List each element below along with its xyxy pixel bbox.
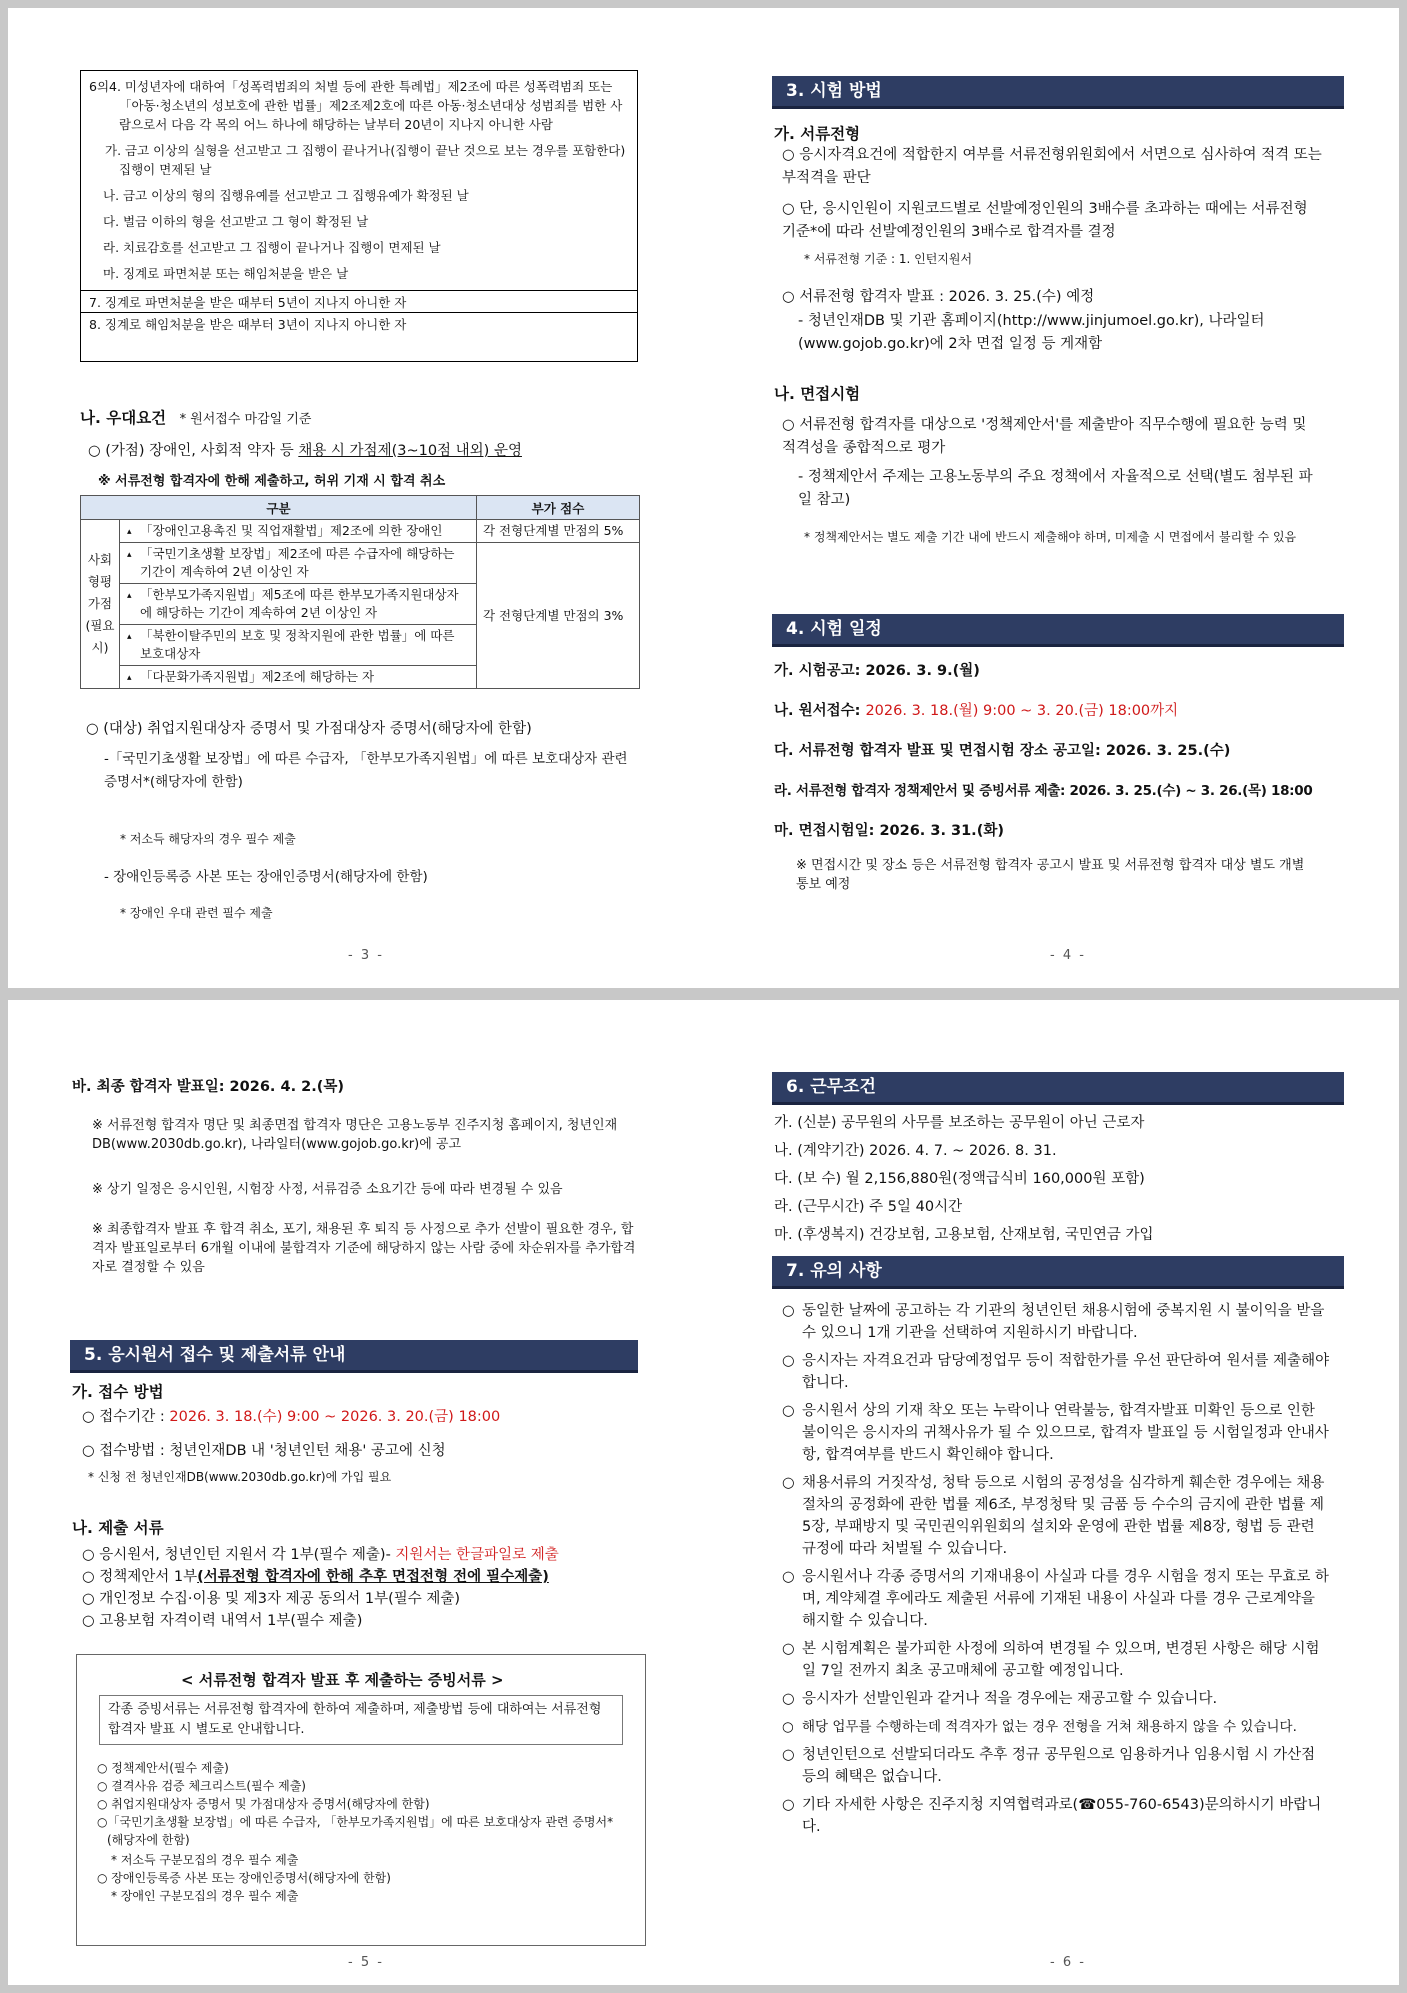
score-cell: 각 전형단계별 만점의 3% [477, 543, 640, 689]
evidence-item: ○ 정책제안서(필수 제출) [97, 1761, 229, 1775]
pref-line: ○ (가점) 장애인, 사회적 약자 등 채용 시 가점제(3~10점 내외) 운영 [88, 443, 522, 459]
disqualification-box [80, 70, 638, 362]
note: ※ 상기 일정은 응시인원, 시험장 사정, 서류검증 소요기간 등에 따라 변경될 수 있음 [92, 1182, 563, 1197]
page-number: - 5 - [348, 1955, 384, 1970]
page-3 [68, 68, 658, 968]
list-item: ○ 해당 업무를 수행하는데 적격자가 없는 경우 전형을 거쳐 채용하지 않을 수 있습니다. [782, 1719, 1297, 1735]
work-condition: 나. (계약기간) 2026. 4. 7. ~ 2026. 8. 31. [774, 1143, 1057, 1159]
subsection-title: 가. 접수 방법 [72, 1383, 164, 1401]
box-item: 라. 치료감호를 선고받고 그 집행이 끝나거나 집행이 면제된 날 [103, 240, 441, 255]
box-item: 8. 징계로 해임처분을 받은 때부터 3년이 지나지 아니한 자 [81, 312, 637, 334]
target-item: -「국민기초생활 보장법」에 따른 수급자, 「한부모가족지원법」에 따른 보호대상자 관련 증명서*(해당자에 한함) [104, 751, 628, 790]
schedule-line: 나. 원서접수: 2026. 3. 18.(월) 9:00 ~ 3. 20.(금) 18:00까지 [774, 703, 1179, 719]
box-item: 6의4. 미성년자에 대하여「성폭력범죄의 처벌 등에 관한 특례법」제2조에 따른 성폭력범죄 또는「아동·청소년의 성보호에 관한 법률」제2조제2호에 따른 아동·청소년대상 성범죄를 범한 사람으로서 다음 각 목의 어느 하나에 해당하는 날부터 20년이 지나지 아니한 사람 [89, 79, 623, 132]
notice-list [782, 1300, 1332, 1844]
doc-line: ○ 정책제안서 1부(서류전형 합격자에 한해 추후 면접전형 전에 필수제출) [82, 1569, 549, 1585]
page-number: - 4 - [1050, 948, 1086, 963]
schedule-line: 라. 서류전형 합격자 정책제안서 및 증빙서류 제출: 2026. 3. 25.(수) ~ 3. 26.(목) 18:00 [774, 783, 1313, 799]
group-cell: 사회형평가점(필요시) [81, 520, 120, 689]
text-line: ○ 접수방법 : 청년인재DB 내 '청년인턴 채용' 공고에 신청 [82, 1443, 446, 1459]
evidence-box-intro: 각종 증빙서류는 서류전형 합격자에 한하여 제출하며, 제출방법 등에 대하여는 서류전형 합격자 발표 시 별도로 안내합니다. [99, 1695, 623, 1745]
page-4 [768, 68, 1368, 968]
table-row: ▴ 「장애인고용촉진 및 직업재활법」제2조에 의한 장애인 [120, 520, 477, 543]
sheet-top [8, 8, 1399, 988]
doc-line: ○ 개인정보 수집·이용 및 제3자 제공 동의서 1부(필수 제출) [82, 1591, 461, 1607]
text-line: ○ 단, 응시인원이 지원코드별로 선발예정인원의 3배수를 초과하는 때에는 서류전형 기준*에 따라 선발예정인원의 3배수로 합격자를 결정 [782, 201, 1308, 240]
pref-title: 나. 우대요건 * 원서접수 마감일 기준 [80, 409, 312, 427]
box-item: 가. 금고 이상의 실형을 선고받고 그 집행이 끝나거나(집행이 끝난 것으로 보는 경우를 포함한다) 집행이 면제된 날 [105, 143, 626, 177]
list-item: ○ 응시원서나 각종 증명서의 기재내용이 사실과 다를 경우 시험을 정지 또는 무효로 하며, 계약체결 후에라도 제출된 서류에 기재된 내용이 사실과 다를 경우 근로계약을 해지할 수 있습니다. [782, 1569, 1329, 1629]
box-item: 마. 징계로 파면처분 또는 해임처분을 받은 날 [103, 266, 349, 281]
work-condition: 다. (보 수) 월 2,156,880원(정액급식비 160,000원 포함) [774, 1171, 1145, 1187]
section-header-4: 4. 시험 일정 [772, 614, 1344, 647]
col-header-type: 구분 [81, 496, 477, 520]
text-line: ○ 응시자격요건에 적합한지 여부를 서류전형위원회에서 서면으로 심사하여 적격 또는 부적격을 판단 [782, 147, 1322, 186]
text-line: ○ 서류전형 합격자 발표 : 2026. 3. 25.(수) 예정 [782, 289, 1095, 305]
section-header-3: 3. 시험 방법 [772, 76, 1344, 109]
page-6 [768, 1070, 1368, 1980]
page-number: - 6 - [1050, 1955, 1086, 1970]
note: * 서류전형 기준 : 1. 인턴지원서 [804, 252, 973, 266]
list-item: ○ 응시원서 상의 기재 착오 또는 누락이나 연락불능, 합격자발표 미확인 등으로 인한 불이익은 응시자의 귀책사유가 될 수 있으므로, 합격자 발표일 등 시험일정과 안내사항, 합격여부를 반드시 확인해야 합니다. [782, 1403, 1329, 1463]
target-line: ○ (대상) 취업지원대상자 증명서 및 가점대상자 증명서(해당자에 한함) [86, 721, 532, 737]
note: * 신청 전 청년인재DB(www.2030db.go.kr)에 가입 필요 [88, 1470, 392, 1484]
score-cell: 각 전형단계별 만점의 5% [477, 520, 640, 543]
bonus-table [80, 495, 640, 689]
doc-line: ○ 고용보험 자격이력 내역서 1부(필수 제출) [82, 1613, 363, 1629]
subsection-title: 나. 제출 서류 [72, 1519, 164, 1537]
note: ※ 최종합격자 발표 후 합격 취소, 포기, 채용된 후 퇴직 등 사정으로 추가 선발이 필요한 경우, 합격자 발표일로부터 6개월 이내에 불합격자 기준에 해당하지 않는 사람 중에 차순위자를 추가합격자로 결정할 수 있음 [92, 1222, 636, 1275]
page-number: - 3 - [348, 948, 384, 963]
box-item: 7. 징계로 파면처분을 받은 때부터 5년이 지나지 아니한 자 [81, 290, 637, 312]
evidence-box [76, 1654, 646, 1946]
list-item: ○ 응시자는 자격요건과 담당예정업무 등이 적합한가를 우선 판단하여 원서를 제출해야 합니다. [782, 1353, 1330, 1391]
note: ※ 서류전형 합격자 명단 및 최종면접 합격자 명단은 고용노동부 진주지청 홈페이지, 청년인재DB(www.2030db.go.kr), 나라일터(www.gojob.go.kr)에 공고 [92, 1118, 618, 1152]
section-header-6: 6. 근무조건 [772, 1072, 1344, 1105]
target-item: - 장애인등록증 사본 또는 장애인증명서(해당자에 한함) [104, 869, 428, 885]
work-condition: 가. (신분) 공무원의 사무를 보조하는 공무원이 아닌 근로자 [774, 1115, 1145, 1131]
schedule-line: 다. 서류전형 합격자 발표 및 면접시험 장소 공고일: 2026. 3. 25.(수) [774, 743, 1231, 759]
note: ※ 면접시간 및 장소 등은 서류전형 합격자 공고시 발표 및 서류전형 합격자 대상 별도 개별통보 예정 [796, 858, 1305, 892]
list-item: ○ 응시자가 선발인원과 같거나 적을 경우에는 재공고할 수 있습니다. [782, 1691, 1218, 1707]
text-line: - 청년인재DB 및 기관 홈페이지(http://www.jinjumoel.go.kr), 나라일터(www.gojob.go.kr)에 2차 면접 일정 등 게재함 [798, 313, 1265, 352]
evidence-item: ○ 장애인등록증 사본 또는 장애인증명서(해당자에 한함) [97, 1871, 391, 1885]
table-row: ▴ 「국민기초생활 보장법」제2조에 따른 수급자에 해당하는 기간이 계속하여 2년 이상인 자 [120, 543, 477, 584]
list-item: ○ 본 시험계획은 불가피한 사정에 의하여 변경될 수 있으며, 변경된 사항은 해당 시험일 7일 전까지 최초 공고매체에 공고할 예정입니다. [782, 1641, 1320, 1679]
section-header-5: 5. 응시원서 접수 및 제출서류 안내 [70, 1340, 638, 1373]
list-item: ○ 채용서류의 거짓작성, 청탁 등으로 시험의 공정성을 심각하게 훼손한 경우에는 채용절차의 공정화에 관한 법률 제6조, 부정청탁 및 금품 등 수수의 금지에 관한 법률 제5장, 부패방지 및 국민권익위원회의 설치와 운영에 관한 법률 제8장, 형법 등 관련 규정에 따라 처벌될 수 있습니다. [782, 1475, 1325, 1557]
note: * 정책제안서는 별도 제출 기간 내에 반드시 제출해야 하며, 미제출 시 면접에서 불리할 수 있음 [804, 530, 1297, 544]
target-note: * 장애인 우대 관련 필수 제출 [120, 906, 273, 920]
text-line: - 정책제안서 주제는 고용노동부의 주요 정책에서 자율적으로 선택(별도 첨부된 파일 참고) [798, 469, 1313, 508]
box-item: 다. 벌금 이하의 형을 선고받고 그 형이 확정된 날 [103, 214, 369, 229]
section-header-7: 7. 유의 사항 [772, 1256, 1344, 1289]
evidence-item: ○ 결격사유 검증 체크리스트(필수 제출) [97, 1779, 306, 1793]
work-condition: 라. (근무시간) 주 5일 40시간 [774, 1199, 963, 1215]
table-row: ▴ 「한부모가족지원법」제5조에 따른 한부모가족지원대상자에 해당하는 기간이 계속하여 2년 이상인 자 [120, 584, 477, 625]
evidence-note: * 장애인 구분모집의 경우 필수 제출 [111, 1889, 299, 1903]
evidence-item: ○「국민기초생활 보장법」에 따른 수급자, 「한부모가족지원법」에 따른 보호대상자 관련 증명서*(해당자에 한함) [97, 1815, 614, 1847]
evidence-note: * 저소득 구분모집의 경우 필수 제출 [111, 1853, 299, 1867]
evidence-box-title: < 서류전형 합격자 발표 후 제출하는 증빙서류 > [181, 1671, 504, 1689]
list-item: ○ 청년인턴으로 선발되더라도 추후 정규 공무원으로 임용하거나 임용시험 시 가산점 등의 혜택은 없습니다. [782, 1747, 1316, 1785]
schedule-line: 가. 시험공고: 2026. 3. 9.(월) [774, 663, 980, 679]
schedule-line: 마. 면접시험일: 2026. 3. 31.(화) [774, 823, 1004, 839]
col-header-score: 부가 점수 [477, 496, 640, 520]
table-row: ▴ 「다문화가족지원법」제2조에 해당하는 자 [120, 666, 477, 689]
sheet-bottom [8, 1000, 1399, 1985]
subsection-title: 나. 면접시험 [774, 385, 861, 403]
text-line: ○ 서류전형 합격자를 대상으로 '정책제안서'를 제출받아 직무수행에 필요한 능력 및 적격성을 종합적으로 평가 [782, 417, 1307, 456]
evidence-item: ○ 취업지원대상자 증명서 및 가점대상자 증명서(해당자에 한함) [97, 1797, 430, 1811]
table-row: ▴ 「북한이탈주민의 보호 및 정착지원에 관한 법률」에 따른 보호대상자 [120, 625, 477, 666]
list-item: ○ 기타 자세한 사항은 진주지청 지역협력과로(☎055-760-6543)문의하시기 바랍니다. [782, 1797, 1322, 1835]
subsection-title: 가. 서류전형 [774, 125, 861, 143]
work-condition: 마. (후생복지) 건강보험, 고용보험, 산재보험, 국민연금 가입 [774, 1227, 1154, 1243]
list-item: ○ 동일한 날짜에 공고하는 각 기관의 청년인턴 채용시험에 중복지원 시 불이익을 받을 수 있으니 1개 기관을 선택하여 지원하시기 바랍니다. [782, 1303, 1325, 1341]
final-announce: 바. 최종 합격자 발표일: 2026. 4. 2.(목) [72, 1079, 344, 1095]
target-note: * 저소득 해당자의 경우 필수 제출 [120, 832, 296, 846]
pref-warning: ※ 서류전형 합격자에 한해 제출하고, 허위 기재 시 합격 취소 [98, 474, 446, 489]
page-5 [68, 1070, 668, 1980]
text-line: ○ 접수기간 : 2026. 3. 18.(수) 9:00 ~ 2026. 3. 20.(금) 18:00 [82, 1409, 501, 1425]
box-item: 나. 금고 이상의 형의 집행유예를 선고받고 그 집행유예가 확정된 날 [103, 188, 469, 203]
doc-line: ○ 응시원서, 청년인턴 지원서 각 1부(필수 제출)- 지원서는 한글파일로 제출 [82, 1547, 559, 1563]
